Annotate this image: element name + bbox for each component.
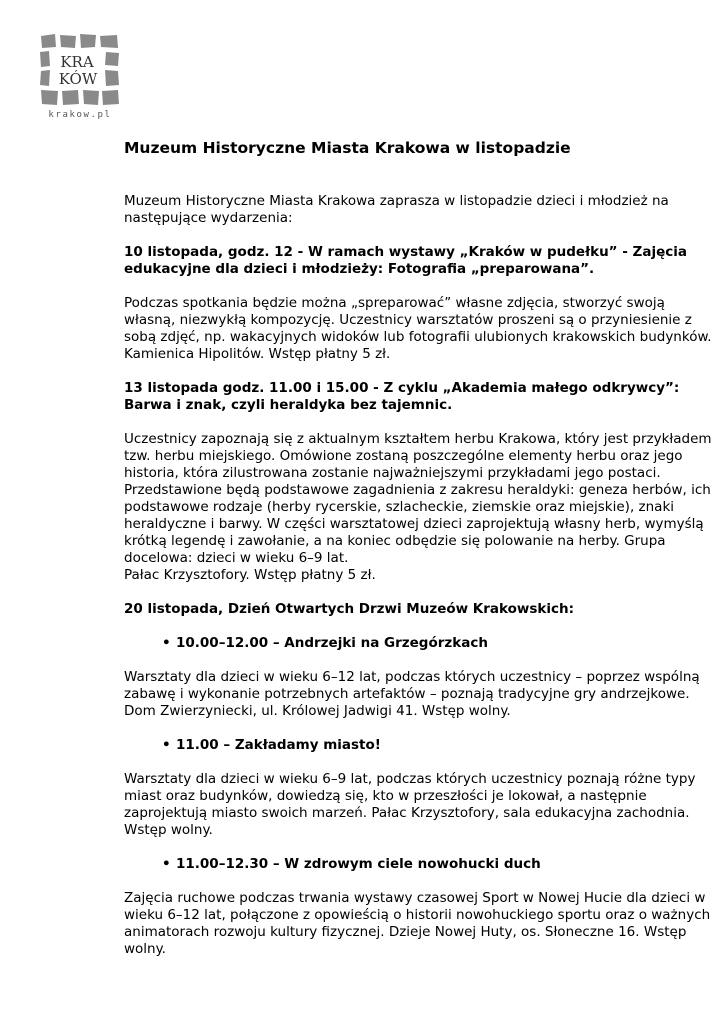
event3-list: [124, 635, 714, 652]
event1-heading: 10 listopada, godz. 12 - W ramach wystawy „Kraków w pudełku” - Zajęcia edukacyjne dla dzieci i młodzieży: Fotografia „preparowana”.: [124, 244, 687, 277]
event2-place: Pałac Krzysztofory. Wstęp płatny 5 zł.: [124, 567, 376, 583]
list-item-description: Warsztaty dla dzieci w wieku 6–9 lat, podczas których uczestnicy poznają różne typy miast oraz budynków, dowiedzą się, kto w przeszłości je lokował, a następnie zaprojektują miasto swoich marzeń. Pałac Krzysztofory, sala edukacyjna zachodnia. Wstęp wolny.: [124, 771, 696, 838]
event1-description: Podczas spotkania będzie można „spreparować” własne zdjęcia, stworzyć swoją własną, niezwykłą kompozycję. Uczestnicy warsztatów proszeni są o przyniesienie z sobą zdjęć, np. wakacyjnych widoków lub fotografii ulubionych krakowskich budynków.: [124, 295, 712, 345]
list-item-description: Warsztaty dla dzieci w wieku 6–12 lat, podczas których uczestnicy – poprzez wspólną zabawę i wykonanie potrzebnych artefaktów – poznają tradycyjne gry andrzejkowe. Dom Zwierzyniecki, ul. Królowej Jadwigi 41. Wstęp wolny.: [124, 669, 700, 719]
logo-word-top: KRA: [60, 53, 94, 71]
logo-word-bottom: KÓW: [58, 70, 98, 88]
list-item-description: Zajęcia ruchowe podczas trwania wystawy czasowej Sport w Nowej Hucie dla dzieci w wieku 6–12 lat, połączone z opowieścią o historii nowohuckiego sportu oraz o ważnych animatorach rozwoju kultury fizycznej. Dzieje Nowej Huty, os. Słoneczne 16. Wstęp wolny.: [124, 890, 711, 957]
event3-list: [124, 856, 714, 873]
event2-heading: 13 listopada godz. 11.00 i 15.00 - Z cyklu „Akademia małego odkrywcy”: Barwa i znak, czyli heraldyka bez tajemnic.: [124, 380, 680, 413]
list-item-title: • 11.00–12.30 – W zdrowym ciele nowohucki duch: [176, 856, 714, 873]
page-title: Muzeum Historyczne Miasta Krakowa w listopadzie: [124, 139, 571, 157]
logo-url: krakow.pl: [48, 110, 112, 120]
event2-description: Uczestnicy zapoznają się z aktualnym kształtem herbu Krakowa, który jest przykładem tzw. herbu miejskiego. Omówione zostaną poszczególne elementy herbu oraz jego historia, która zilustrowana zostanie najważniejszymi przykładami jego postaci. Przedstawione będą podstawowe zagadnienia z zakresu heraldyki: geneza herbów, ich podstawowe rodzaje (herby rycerskie, szlacheckie, ziemskie oraz miejskie), znaki heraldyczne i barwy. W części warsztatowej dzieci zaprojektują własny herb, wymyślą krótką legendę i zawołanie, a na koniec odbędzie się polowanie na herby. Grupa docelowa: dzieci w wieku 6–9 lat.: [124, 431, 712, 566]
krakow-logo-mark: [38, 30, 122, 110]
list-item-title: • 10.00–12.00 – Andrzejki na Grzegórzkach: [176, 635, 714, 652]
list-item-title: • 11.00 – Zakładamy miasto!: [176, 737, 714, 754]
krakow-logo: [38, 30, 122, 124]
event3-heading: 20 listopada, Dzień Otwartych Drzwi Muzeów Krakowskich:: [124, 601, 575, 617]
intro-paragraph: Muzeum Historyczne Miasta Krakowa zaprasza w listopadzie dzieci i młodzież na następujące wydarzenia:: [124, 193, 669, 226]
event3-list: [124, 737, 714, 754]
article: [124, 138, 714, 958]
event1-place: Kamienica Hipolitów. Wstęp płatny 5 zł.: [124, 346, 391, 362]
